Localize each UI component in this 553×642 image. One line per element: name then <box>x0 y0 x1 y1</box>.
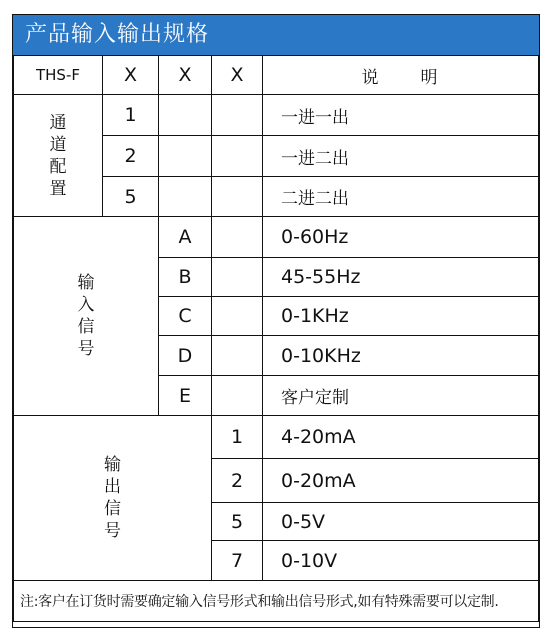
header-row <box>14 56 539 95</box>
input-signal-label: 输入信号 <box>14 217 159 416</box>
input-code: E <box>159 376 212 416</box>
output-code: 7 <box>212 541 263 581</box>
input-code: D <box>159 336 212 376</box>
table-row <box>14 217 539 258</box>
output-signal-label: 输出信号 <box>14 416 212 581</box>
header-x3: X <box>212 56 263 95</box>
channel-config-label: 通道配置 <box>14 95 103 217</box>
header-description: 说明 <box>263 56 539 95</box>
table-row <box>14 416 539 459</box>
channel-code: 2 <box>103 136 159 177</box>
output-code: 1 <box>212 416 263 459</box>
spec-table <box>13 55 539 622</box>
input-desc: 0-10KHz <box>263 336 539 376</box>
output-desc: 0-20mA <box>263 459 539 503</box>
note-row <box>14 581 539 622</box>
input-code: C <box>159 297 212 336</box>
input-code: B <box>159 258 212 297</box>
channel-desc: 一进二出 <box>263 136 539 177</box>
header-x1: X <box>103 56 159 95</box>
channel-desc: 一进一出 <box>263 95 539 136</box>
channel-code: 5 <box>103 177 159 217</box>
spec-table-frame <box>12 14 540 628</box>
channel-code: 1 <box>103 95 159 136</box>
input-desc: 0-60Hz <box>263 217 539 258</box>
output-desc: 0-10V <box>263 541 539 581</box>
input-code: A <box>159 217 212 258</box>
footnote: 注:客户在订货时需要确定输入信号形式和输出信号形式,如有特殊需要可以定制. <box>14 581 539 622</box>
input-desc: 0-1KHz <box>263 297 539 336</box>
table-title: 产品输入输出规格 <box>13 15 539 55</box>
output-desc: 4-20mA <box>263 416 539 459</box>
output-code: 5 <box>212 503 263 541</box>
header-model: THS-F <box>14 56 103 95</box>
input-desc: 客户定制 <box>263 376 539 416</box>
header-x2: X <box>159 56 212 95</box>
input-desc: 45-55Hz <box>263 258 539 297</box>
output-desc: 0-5V <box>263 503 539 541</box>
output-code: 2 <box>212 459 263 503</box>
channel-desc: 二进二出 <box>263 177 539 217</box>
table-row <box>14 95 539 136</box>
